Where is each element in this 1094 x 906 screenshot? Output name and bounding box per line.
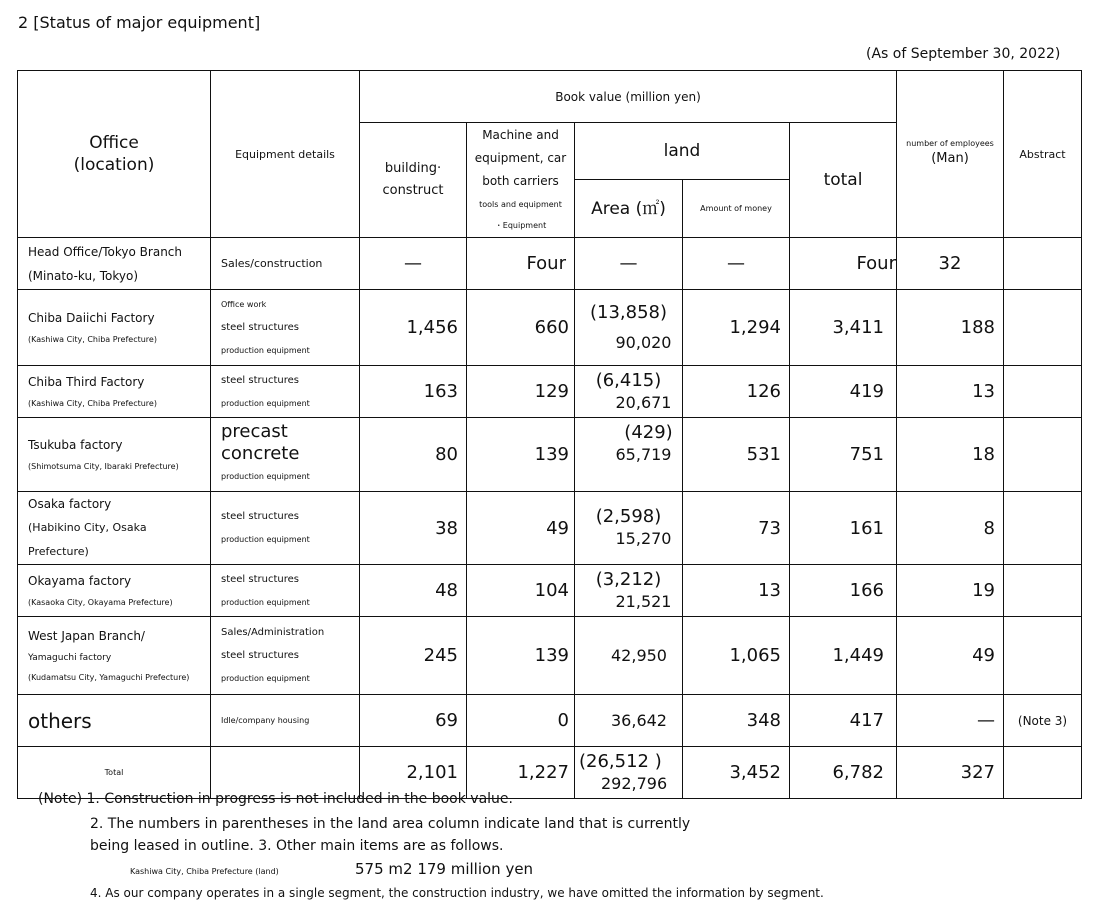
table-row <box>18 617 1082 695</box>
land-area-value: 65,719 <box>615 445 672 464</box>
land-amount-value: 1,294 <box>683 290 790 366</box>
header-employees <box>897 71 1004 238</box>
office-location: (Minato-ku, Tokyo) <box>28 268 139 283</box>
table-row <box>18 290 1082 366</box>
land-area-value: 90,020 <box>615 332 672 352</box>
header-machine <box>467 123 575 238</box>
equipment-cell <box>211 290 360 366</box>
abstract-value <box>1004 617 1082 695</box>
equipment-cell <box>211 238 360 290</box>
note-1: (Note) 1. Construction in progress is not included in the book value. <box>38 791 513 807</box>
office-cell <box>18 492 211 565</box>
office-cell <box>18 290 211 366</box>
land-area-cell <box>575 290 683 366</box>
abstract-value: (Note 3) <box>1004 695 1082 747</box>
equipment-line: production equipment <box>221 597 310 607</box>
machine-value: Four <box>467 238 575 290</box>
abstract-value <box>1004 418 1082 492</box>
office-location: (Kasaoka City, Okayama Prefecture) <box>28 597 173 607</box>
office-cell <box>18 238 211 290</box>
office-name: Tsukuba factory <box>28 437 123 452</box>
machine-value: 1,227 <box>467 747 575 799</box>
office-location: (Habikino City, Osaka Prefecture) <box>28 521 147 558</box>
header-land-amount: Amount of money <box>683 180 790 238</box>
building-value: 80 <box>360 418 467 492</box>
header-machine-line2: equipment, car <box>474 151 567 165</box>
building-value: 38 <box>360 492 467 565</box>
land-area-value: 42,950 <box>611 645 667 665</box>
equipment-cell <box>211 418 360 492</box>
equipment-line: steel structures <box>221 511 299 522</box>
machine-value: 104 <box>467 565 575 617</box>
total-value: 419 <box>790 366 897 418</box>
office-location: (Shimotsuma City, Ibaraki Prefecture) <box>28 461 179 471</box>
office-location: (Kashiwa City, Chiba Prefecture) <box>28 398 157 408</box>
table-row <box>18 492 1082 565</box>
abstract-value <box>1004 565 1082 617</box>
office-location: (Kudamatsu City, Yamaguchi Prefecture) <box>28 672 190 682</box>
land-area-cell <box>575 617 683 695</box>
equipment-line: steel structures <box>221 573 299 585</box>
table-row <box>18 366 1082 418</box>
equipment-line: production equipment <box>221 472 310 481</box>
equipment-line: production equipment <box>221 398 310 408</box>
building-value: 163 <box>360 366 467 418</box>
leased-land-area: (429) <box>624 422 673 443</box>
equipment-line: steel structures <box>221 322 299 333</box>
office-name: West Japan Branch/ <box>28 628 145 643</box>
building-value: 69 <box>360 695 467 747</box>
abstract-value <box>1004 747 1082 799</box>
leased-land-area: (3,212) <box>595 568 662 590</box>
equipment-line: Sales/construction <box>221 257 323 270</box>
machine-value: 129 <box>467 366 575 418</box>
employees-value: 32 <box>897 238 1004 290</box>
header-book-value: Book value (million yen) <box>360 71 897 123</box>
land-amount-value: 73 <box>683 492 790 565</box>
table-row <box>18 695 1082 747</box>
as-of-date: (As of September 30, 2022) <box>866 46 1061 62</box>
note-3-value: 575 m2 179 million yen <box>355 860 534 878</box>
header-office <box>18 71 211 238</box>
header-machine-line3: both carriers <box>482 174 559 188</box>
land-amount-value: 348 <box>683 695 790 747</box>
land-amount-value: 126 <box>683 366 790 418</box>
land-amount-value: 13 <box>683 565 790 617</box>
office-cell <box>18 366 211 418</box>
header-building <box>360 123 467 238</box>
building-value: 1,456 <box>360 290 467 366</box>
office-cell <box>18 418 211 492</box>
machine-value: 0 <box>467 695 575 747</box>
land-amount-value: — <box>683 238 790 290</box>
total-value: 417 <box>790 695 897 747</box>
land-amount-value: 531 <box>683 418 790 492</box>
employees-value: 18 <box>897 418 1004 492</box>
building-value: 48 <box>360 565 467 617</box>
land-area-cell <box>575 695 683 747</box>
leased-land-area: (26,512 ) <box>579 750 662 772</box>
total-value: 751 <box>790 418 897 492</box>
office-name: Chiba Daiichi Factory <box>28 310 155 325</box>
abstract-value <box>1004 492 1082 565</box>
leased-land-area: (6,415) <box>595 369 662 391</box>
equipment-line: Sales/Administration <box>221 627 325 638</box>
equipment-line: precast <box>221 421 288 442</box>
equipment-cell <box>211 492 360 565</box>
equipment-cell <box>211 695 360 747</box>
header-abstract: Abstract <box>1004 71 1082 238</box>
table-row <box>18 238 1082 290</box>
equipment-cell <box>211 366 360 418</box>
employees-value: — <box>897 695 1004 747</box>
total-value: 161 <box>790 492 897 565</box>
office-cell <box>18 617 211 695</box>
land-area-value: 15,270 <box>615 529 672 548</box>
machine-value: 139 <box>467 617 575 695</box>
note-2a: 2. The numbers in parentheses in the land area column indicate land that is currently <box>90 816 691 832</box>
total-value: 1,449 <box>790 617 897 695</box>
land-area-value: 21,521 <box>615 591 672 611</box>
employees-value: 327 <box>897 747 1004 799</box>
equipment-cell <box>211 565 360 617</box>
abstract-value <box>1004 366 1082 418</box>
land-area-value: 292,796 <box>601 773 668 793</box>
table-row <box>18 418 1082 492</box>
office-name: Osaka factory <box>28 497 112 511</box>
office-name: Okayama factory <box>28 573 132 588</box>
office-name-line2: Yamaguchi factory <box>28 652 112 663</box>
land-area-value: — <box>575 238 683 290</box>
note-4: 4. As our company operates in a single segment, the construction industry, we have omitted the information by segment. <box>90 886 824 900</box>
employees-value: 8 <box>897 492 1004 565</box>
header-equipment: Equipment details <box>211 71 360 238</box>
land-amount-value: 1,065 <box>683 617 790 695</box>
total-row-label: Total <box>18 747 211 799</box>
header-land: land <box>575 123 790 180</box>
equipment-cell <box>211 617 360 695</box>
employees-value: 188 <box>897 290 1004 366</box>
building-value: — <box>360 238 467 290</box>
table-row <box>18 565 1082 617</box>
employees-value: 19 <box>897 565 1004 617</box>
leased-land-area: (13,858) <box>589 301 668 323</box>
land-area-cell <box>575 747 683 799</box>
office-location: (Kashiwa City, Chiba Prefecture) <box>28 334 157 344</box>
total-value: 3,411 <box>790 290 897 366</box>
office-cell <box>18 565 211 617</box>
office-name: others <box>18 695 211 747</box>
total-value: 6,782 <box>790 747 897 799</box>
office-name: Head Office/Tokyo Branch <box>28 244 183 259</box>
land-area-cell <box>575 492 683 565</box>
section-title: 2 [Status of major equipment] <box>18 13 261 32</box>
total-value: 166 <box>790 565 897 617</box>
header-employees-unit: (Man) <box>931 150 969 166</box>
header-office-sub: (location) <box>73 155 155 175</box>
land-area-cell <box>575 366 683 418</box>
header-building-line1: building· <box>384 161 442 176</box>
equipment-line: Office work <box>221 300 267 309</box>
land-area-value: 36,642 <box>611 710 667 730</box>
header-office-label: Office <box>89 133 139 153</box>
header-land-area: Area (㎡) <box>575 180 683 238</box>
equipment-line: production equipment <box>221 535 310 544</box>
header-employees-label: number of employees <box>906 138 994 148</box>
leased-land-area: (2,598) <box>595 506 662 527</box>
land-area-value: 20,671 <box>615 392 672 412</box>
equipment-table <box>17 70 1082 799</box>
land-area-cell <box>575 418 683 492</box>
office-name: Chiba Third Factory <box>28 374 145 389</box>
note-2b: being leased in outline. 3. Other main items are as follows. <box>90 838 504 854</box>
equipment-line: concrete <box>221 443 300 464</box>
abstract-value <box>1004 238 1082 290</box>
equipment-line: steel structures <box>221 650 299 661</box>
land-area-cell <box>575 565 683 617</box>
employees-value: 49 <box>897 617 1004 695</box>
machine-value: 49 <box>467 492 575 565</box>
header-building-line2: construct <box>382 183 444 198</box>
header-machine-line5: ・Equipment <box>494 221 547 230</box>
header-machine-line1: Machine and <box>482 128 559 142</box>
note-3-label: Kashiwa City, Chiba Prefecture (land) <box>130 867 279 876</box>
building-value: 2,101 <box>360 747 467 799</box>
header-total: total <box>790 123 897 238</box>
equipment-line: production equipment <box>221 674 310 683</box>
total-value: Four <box>790 238 897 290</box>
equipment-line: steel structures <box>221 374 299 386</box>
equipment-line: Idle/company housing <box>221 716 310 725</box>
employees-value: 13 <box>897 366 1004 418</box>
equipment-line: production equipment <box>221 346 310 355</box>
land-amount-value: 3,452 <box>683 747 790 799</box>
building-value: 245 <box>360 617 467 695</box>
abstract-value <box>1004 290 1082 366</box>
machine-value: 660 <box>467 290 575 366</box>
header-machine-line4: tools and equipment <box>479 200 562 209</box>
machine-value: 139 <box>467 418 575 492</box>
